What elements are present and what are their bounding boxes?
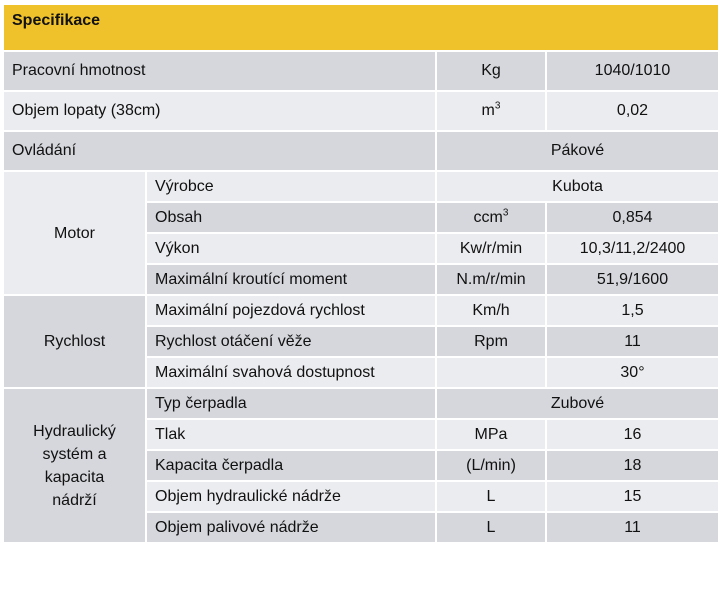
unit-cell: ccm$^3$ xyxy=(436,202,546,233)
value-cell: 11 xyxy=(546,512,719,543)
table-row xyxy=(3,388,719,419)
value-cell: 30° xyxy=(546,357,719,388)
value-cell: 15 xyxy=(546,481,719,512)
unit-cell: Kw/r/min xyxy=(436,233,546,264)
value-cell: 1,5 xyxy=(546,295,719,326)
param-cell: Maximální kroutící moment xyxy=(146,264,436,295)
table-row xyxy=(3,51,719,91)
param-cell: Ovládání xyxy=(3,131,436,171)
unit-cell: L xyxy=(436,512,546,543)
param-cell: Výrobce xyxy=(146,171,436,202)
unit-cell: Km/h xyxy=(436,295,546,326)
param-cell: Rychlost otáčení věže xyxy=(146,326,436,357)
param-cell: Výkon xyxy=(146,233,436,264)
group-label-hydraulika: Hydraulický systém a kapacita nádrží xyxy=(3,388,146,543)
value-cell: Zubové xyxy=(436,388,719,419)
value-cell: 0,854 xyxy=(546,202,719,233)
param-cell: Objem palivové nádrže xyxy=(146,512,436,543)
value-cell: 10,3/11,2/2400 xyxy=(546,233,719,264)
param-cell: Obsah xyxy=(146,202,436,233)
param-cell: Maximální pojezdová rychlost xyxy=(146,295,436,326)
unit-superscript: 3 xyxy=(494,100,501,112)
value-cell: 1040/1010 xyxy=(546,51,719,91)
value-cell: 11 xyxy=(546,326,719,357)
value-cell: 0,02 xyxy=(546,91,719,131)
param-cell: Pracovní hmotnost xyxy=(3,51,436,91)
table-row xyxy=(3,295,719,326)
unit-cell: MPa xyxy=(436,419,546,450)
value-cell: 16 xyxy=(546,419,719,450)
table-title: Specifikace xyxy=(3,4,719,51)
value-cell: Kubota xyxy=(436,171,719,202)
unit-cell: (L/min) xyxy=(436,450,546,481)
unit-cell: L xyxy=(436,481,546,512)
unit-cell xyxy=(436,357,546,388)
unit-cell: $m^3$ xyxy=(436,91,546,131)
value-cell: 18 xyxy=(546,450,719,481)
specification-table xyxy=(2,3,720,544)
param-cell: Objem lopaty (38cm) xyxy=(3,91,436,131)
table-title-row xyxy=(3,4,719,51)
unit-cell: Kg xyxy=(436,51,546,91)
param-cell: Objem hydraulické nádrže xyxy=(146,481,436,512)
value-cell: 51,9/1600 xyxy=(546,264,719,295)
group-label-rychlost: Rychlost xyxy=(3,295,146,388)
unit-cell: Rpm xyxy=(436,326,546,357)
unit-superscript: 3 xyxy=(502,207,509,219)
table-row xyxy=(3,131,719,171)
group-label-motor: Motor xyxy=(3,171,146,295)
unit-cell: N.m/r/min xyxy=(436,264,546,295)
param-cell: Kapacita čerpadla xyxy=(146,450,436,481)
param-cell: Maximální svahová dostupnost xyxy=(146,357,436,388)
table-row xyxy=(3,171,719,202)
param-cell: Typ čerpadla xyxy=(146,388,436,419)
param-cell: Tlak xyxy=(146,419,436,450)
table-row xyxy=(3,91,719,131)
value-cell: Pákové xyxy=(436,131,719,171)
